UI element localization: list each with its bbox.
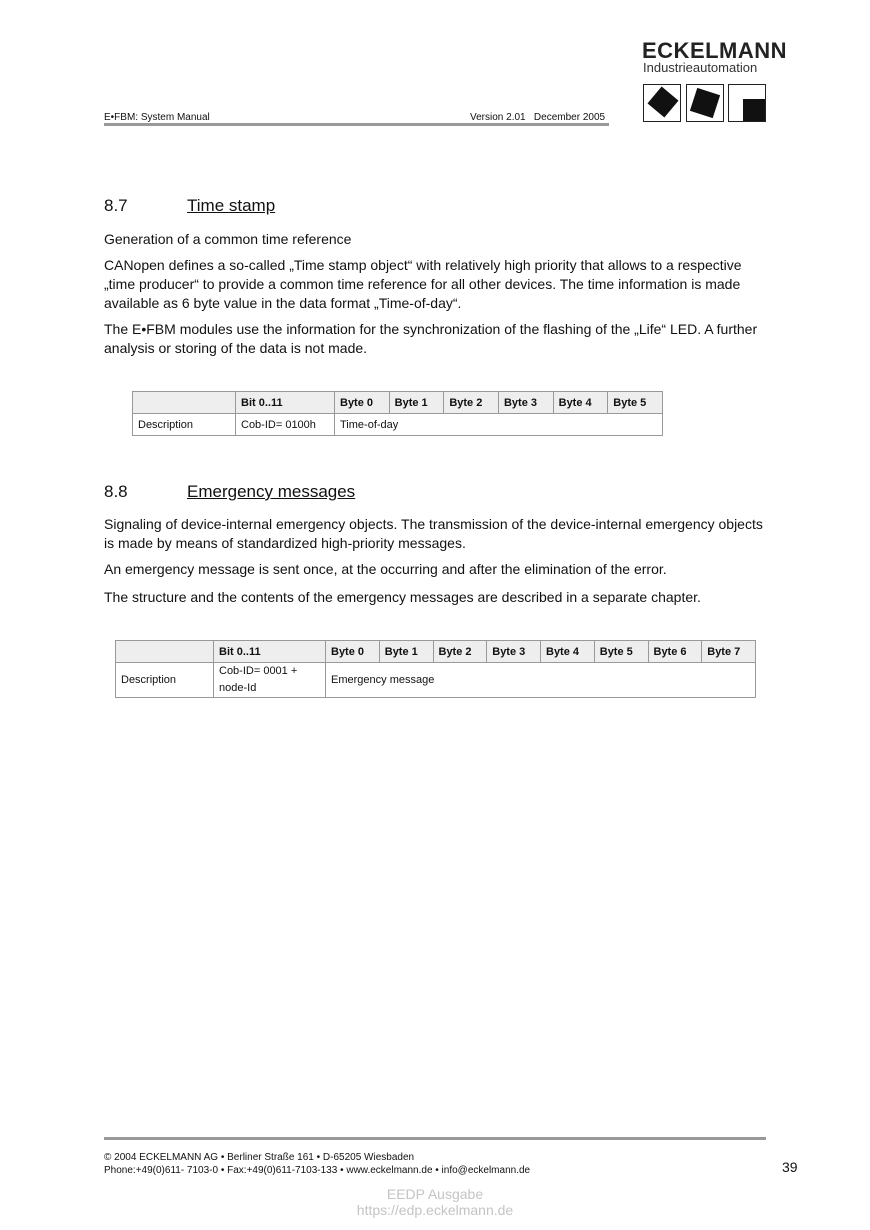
table-cob-id: Cob-ID= 0100h — [236, 414, 335, 436]
time-stamp-table — [132, 391, 663, 436]
table-header-cell: Byte 3 — [487, 641, 541, 663]
table-header-cell: Bit 0..11 — [236, 392, 335, 414]
section-87-title: Time stamp — [187, 196, 276, 215]
table-header-cell: Byte 5 — [594, 641, 648, 663]
table-cob-id — [214, 663, 326, 698]
table-value: Time-of-day — [335, 414, 663, 436]
table-header-cell: Byte 2 — [433, 641, 487, 663]
logo-square-2 — [686, 84, 724, 122]
section-87-paragraph-3: The E•FBM modules use the information for the synchronization of the flashing of the „Life“ LED. A further analysis or storing of the data is not made. — [104, 321, 758, 356]
header-version: Version 2.01 December 2005 — [470, 112, 606, 123]
table-header-cell: Byte 4 — [541, 641, 595, 663]
table-header-cell: Bit 0..11 — [214, 641, 326, 663]
page-number: 39 — [782, 1159, 798, 1175]
section-87-paragraph-2: CANopen defines a so-called „Time stamp object“ with relatively high priority that allows to a respective „time producer“ to provide a common time reference for all other devices. The time information is made available as 6 byte value in the data format „Time-of-day“. — [104, 257, 742, 311]
logo-subtitle: Industrieautomation — [643, 60, 758, 75]
table-header-cell: Byte 1 — [389, 392, 444, 414]
emergency-table — [115, 640, 756, 698]
table-header-cell: Byte 0 — [326, 641, 380, 663]
table-row-label: Description — [133, 414, 236, 436]
table-header-cell: Byte 2 — [444, 392, 499, 414]
table-header-cell: Byte 1 — [379, 641, 433, 663]
table-header-cell — [116, 641, 214, 663]
footer-rule — [104, 1137, 766, 1140]
table-header-row — [116, 641, 756, 663]
table-header-cell: Byte 6 — [648, 641, 702, 663]
table-value: Emergency message — [326, 663, 756, 698]
table-row — [133, 414, 663, 436]
section-87-paragraph-1: Generation of a common time reference — [104, 231, 352, 247]
watermark-line-1: EEDP Ausgabe — [386, 1186, 484, 1202]
section-88-paragraph-3: The structure and the contents of the emergency messages are described in a separate chapter. — [104, 589, 701, 605]
footer-contact: Phone:+49(0)611- 7103-0 • Fax:+49(0)611-7103-133 • www.eckelmann.de • info@eckelmann.de — [104, 1165, 531, 1176]
section-87-number: 8.7 — [104, 196, 128, 215]
logo-square-3 — [728, 84, 766, 122]
header-rule — [104, 123, 609, 126]
watermark-line-2: https://edp.eckelmann.de — [356, 1202, 514, 1218]
logo-name: ECKELMANN — [642, 38, 788, 63]
table-row-label: Description — [116, 663, 214, 698]
section-87-heading — [104, 196, 404, 218]
table-header-cell — [133, 392, 236, 414]
table-header-row — [133, 392, 663, 414]
section-88-title: Emergency messages — [187, 482, 356, 501]
table-row — [116, 663, 756, 698]
section-88-paragraph-2: An emergency message is sent once, at the occurring and after the elimination of the error. — [104, 561, 667, 577]
table-header-cell: Byte 3 — [498, 392, 553, 414]
section-88-number: 8.8 — [104, 482, 128, 501]
table-header-cell: Byte 4 — [553, 392, 608, 414]
logo-square-1 — [643, 84, 681, 122]
footer-address: © 2004 ECKELMANN AG • Berliner Straße 161 • D-65205 Wiesbaden — [104, 1152, 415, 1163]
header-manual-title: E•FBM: System Manual — [104, 112, 210, 123]
table-cob-id-line-2: node-Id — [219, 682, 257, 694]
table-header-cell: Byte 7 — [702, 641, 756, 663]
section-88-heading — [104, 482, 504, 504]
table-header-cell: Byte 0 — [335, 392, 390, 414]
section-88-paragraph-1: Signaling of device-internal emergency objects. The transmission of the device-internal emergency objects is made by means of standardized high-priority messages. — [104, 516, 763, 551]
table-cob-id-line-1: Cob-ID= 0001 + — [219, 665, 298, 677]
table-header-cell: Byte 5 — [608, 392, 663, 414]
